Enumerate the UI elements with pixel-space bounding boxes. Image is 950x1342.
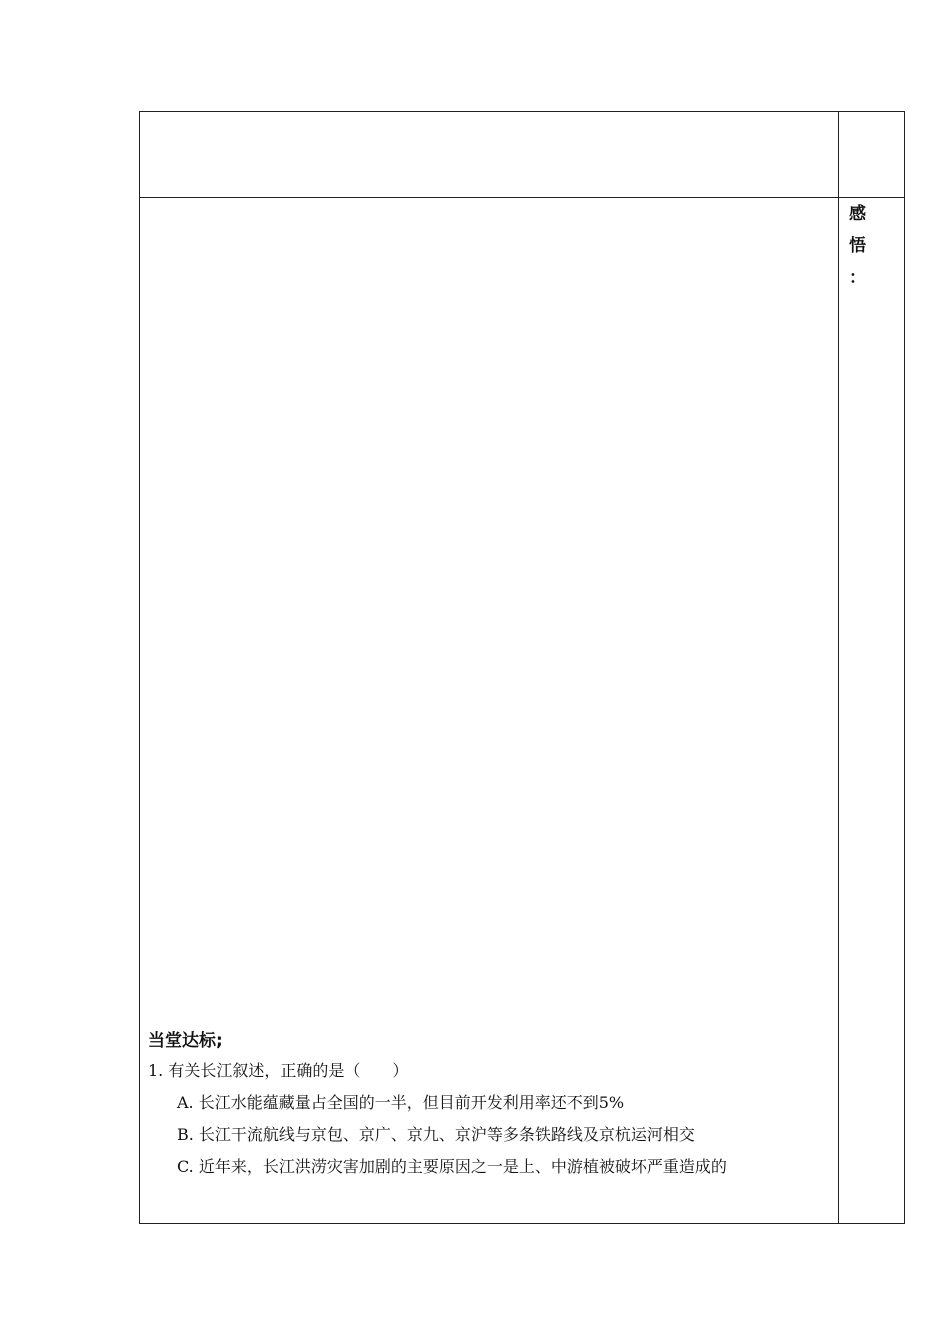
- reflection-char-3: ：: [849, 268, 866, 288]
- section-title: 当堂达标;: [148, 1031, 223, 1051]
- row-divider: [139, 197, 905, 198]
- exercise-section: [148, 1027, 833, 1183]
- reflection-column: [849, 198, 879, 294]
- column-divider: [838, 111, 839, 1224]
- reflection-char-2: 悟: [849, 236, 866, 256]
- question-stem: 1. 有关长江叙述，正确的是（ ）: [148, 1061, 409, 1080]
- option-a: A. 长江水能蕴藏量占全国的一半，但目前开发利用率还不到5%: [177, 1093, 625, 1112]
- option-c: C. 近年来，长江洪涝灾害加剧的主要原因之一是上、中游植被破坏严重造成的: [177, 1157, 727, 1176]
- reflection-char-1: 感: [849, 204, 866, 224]
- option-b: B. 长江干流航线与京包、京广、京九、京沪等多条铁路线及京杭运河相交: [177, 1125, 695, 1144]
